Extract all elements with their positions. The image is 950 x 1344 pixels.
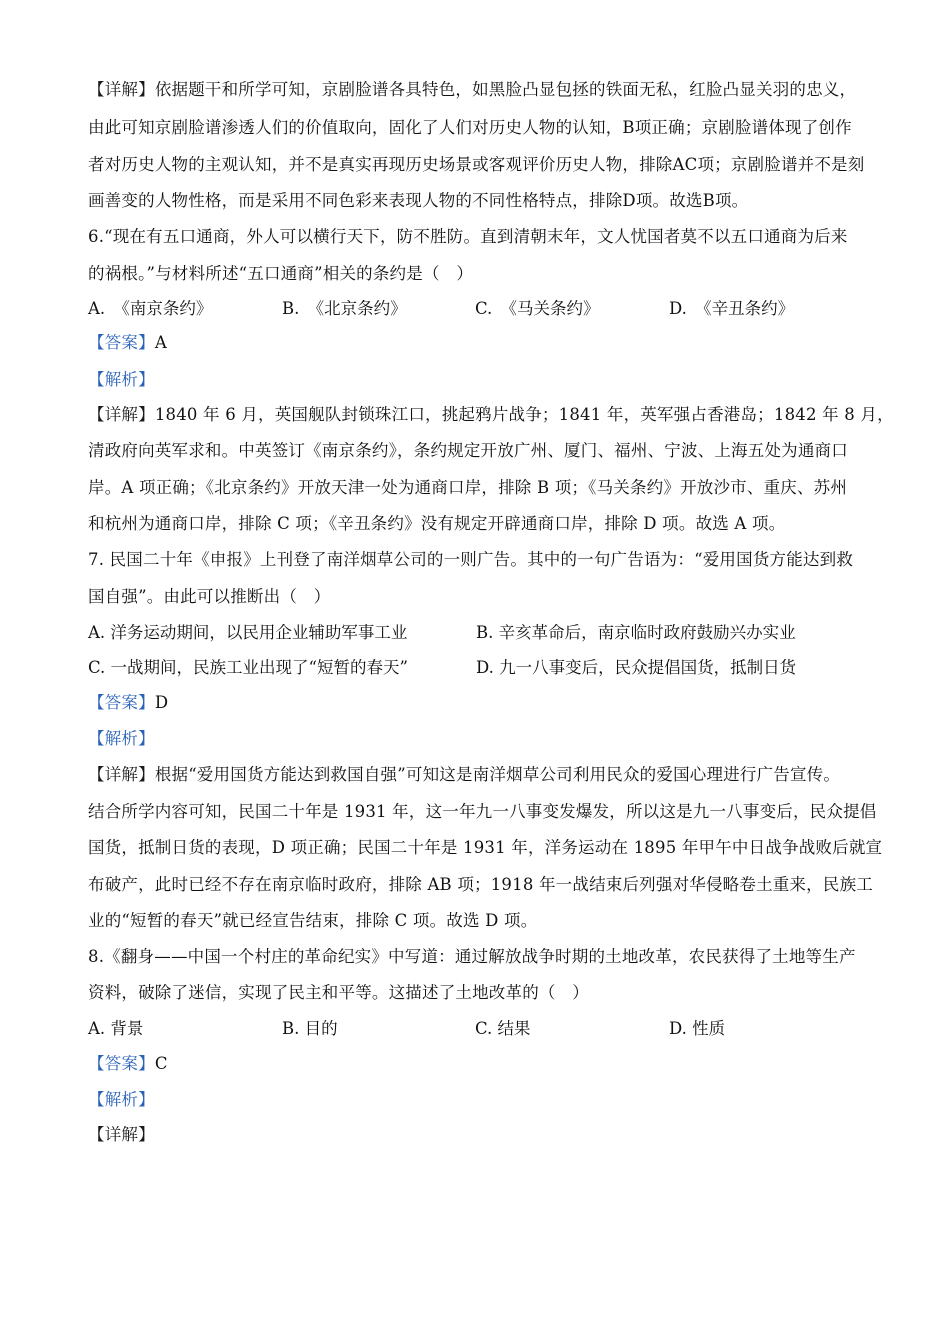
q5-detail-label: 【详解】 (88, 80, 155, 99)
q6-detail-text: 1840 年 6 月，英国舰队封锁珠江口，挑起鸦片战争；1841 年，英军强占香港岛；1842 年 8 月， (154, 405, 894, 424)
q6-detail-line-4: 和杭州为通商口岸，排除 C 项；《辛丑条约》没有规定开辟通商口岸，排除 D 项。故选 A 项。 (88, 514, 786, 533)
q6-detail-label: 【详解】 (88, 405, 155, 424)
q6-answer-label: 【答案】 (88, 333, 155, 352)
q7-option-b: B. 辛亥革命后，南京临时政府鼓励兴办实业 (476, 623, 796, 642)
q6-detail-line-3: 岸。A 项正确；《北京条约》开放天津一处为通商口岸，排除 B 项；《马关条约》开放沙市、重庆、苏州 (88, 478, 848, 497)
q8-stem-line-2: 资料，破除了迷信，实现了民主和平等。这描述了土地改革的（ ） (88, 983, 589, 1002)
q6-stem-line-2: 的祸根。”与材料所述“五口通商”相关的条约是（ ） (88, 264, 474, 283)
q8-answer-line (88, 1050, 868, 1074)
q7-analysis-line (88, 725, 868, 749)
q8-answer: C (154, 1054, 168, 1073)
q8-detail-line (88, 1121, 868, 1145)
q6-analysis-line (88, 366, 868, 390)
q7-detail-label: 【详解】 (88, 765, 155, 784)
q5-detail-line-3: 者对历史人物的主观认知，并不是真实再现历史场景或客观评价历史人物，排除AC项；京剧脸谱并不是刻 (88, 155, 865, 174)
q7-stem-line-1: 7. 民国二十年《申报》上刊登了南洋烟草公司的一则广告。其中的一句广告语为：“爱用国货方能达到救 (88, 550, 854, 569)
q5-detail-line-1 (88, 76, 868, 100)
q8-option-d: D. 性质 (669, 1019, 726, 1038)
q6-stem-line-1: 6.“现在有五口通商，外人可以横行天下，防不胜防。直到清朝末年，文人忧国者莫不以五口通商为后来 (88, 227, 848, 246)
q7-detail-line-3: 国货，抵制日货的表现，D 项正确；民国二十年是 1931 年，洋务运动在 1895 年甲午中日战争战败后就宣 (88, 838, 883, 857)
q8-option-b: B. 目的 (282, 1019, 338, 1038)
q8-answer-label: 【答案】 (88, 1054, 155, 1073)
q5-detail-line-2: 由此可知京剧脸谱渗透人们的价值取向，固化了人们对历史人物的认知，B项正确；京剧脸谱体现了创作 (88, 118, 852, 137)
q8-analysis-label: 【解析】 (88, 1090, 155, 1109)
q6-analysis-label: 【解析】 (88, 370, 155, 389)
q7-detail-line-2: 结合所学内容可知，民国二十年是 1931 年，这一年九一八事变发爆发，所以这是九一八事变后，民众提倡 (88, 802, 877, 821)
q7-detail-text: 根据“爱用国货方能达到救国自强”可知这是南洋烟草公司利用民众的爱国心理进行广告宣传。 (154, 765, 841, 784)
q6-answer-line (88, 329, 868, 353)
q6-detail-line-2: 清政府向英军求和。中英签订《南京条约》，条约规定开放广州、厦门、福州、宁波、上海五处为通商口 (88, 441, 848, 460)
q8-analysis-line (88, 1086, 868, 1110)
q8-detail-label: 【详解】 (88, 1125, 155, 1144)
q7-detail-line-4: 布破产，此时已经不存在南京临时政府，排除 AB 项；1918 年一战结束后列强对华侵略卷土重来，民族工 (88, 875, 873, 894)
q5-detail-text: 依据题干和所学可知，京剧脸谱各具特色，如黑脸凸显包拯的铁面无私，红脸凸显关羽的忠义， (154, 80, 857, 99)
q6-detail-line-1 (88, 401, 894, 425)
q8-option-a: A. 背景 (88, 1019, 144, 1038)
q7-analysis-label: 【解析】 (88, 729, 155, 748)
q7-answer: D (154, 693, 169, 712)
q7-option-d: D. 九一八事变后，民众提倡国货，抵制日货 (476, 658, 797, 677)
q7-option-c: C. 一战期间，民族工业出现了“短暂的春天” (88, 658, 408, 677)
q6-answer: A (154, 333, 167, 352)
q7-detail-line-1 (88, 761, 868, 785)
q8-option-c: C. 结果 (475, 1019, 531, 1038)
q5-detail-line-4: 画善变的人物性格，而是采用不同色彩来表现人物的不同性格特点，排除D项。故选B项。 (88, 191, 749, 210)
q6-option-a: A. 《南京条约》 (88, 299, 213, 318)
q6-option-b: B. 《北京条约》 (282, 299, 407, 318)
q6-option-d: D. 《辛丑条约》 (669, 299, 795, 318)
q7-answer-line (88, 689, 868, 713)
q7-option-a: A. 洋务运动期间，以民用企业辅助军事工业 (88, 623, 408, 642)
q7-detail-line-5: 业的“短暂的春天”就已经宣告结束，排除 C 项。故选 D 项。 (88, 911, 538, 930)
q8-stem-line-1: 8.《翻身——中国一个村庄的革命纪实》中写道：通过解放战争时期的土地改革，农民获得了土地等生产 (88, 947, 856, 966)
q6-option-c: C. 《马关条约》 (475, 299, 600, 318)
q7-answer-label: 【答案】 (88, 693, 155, 712)
q7-stem-line-2: 国自强”。由此可以推断出（ ） (88, 587, 331, 606)
